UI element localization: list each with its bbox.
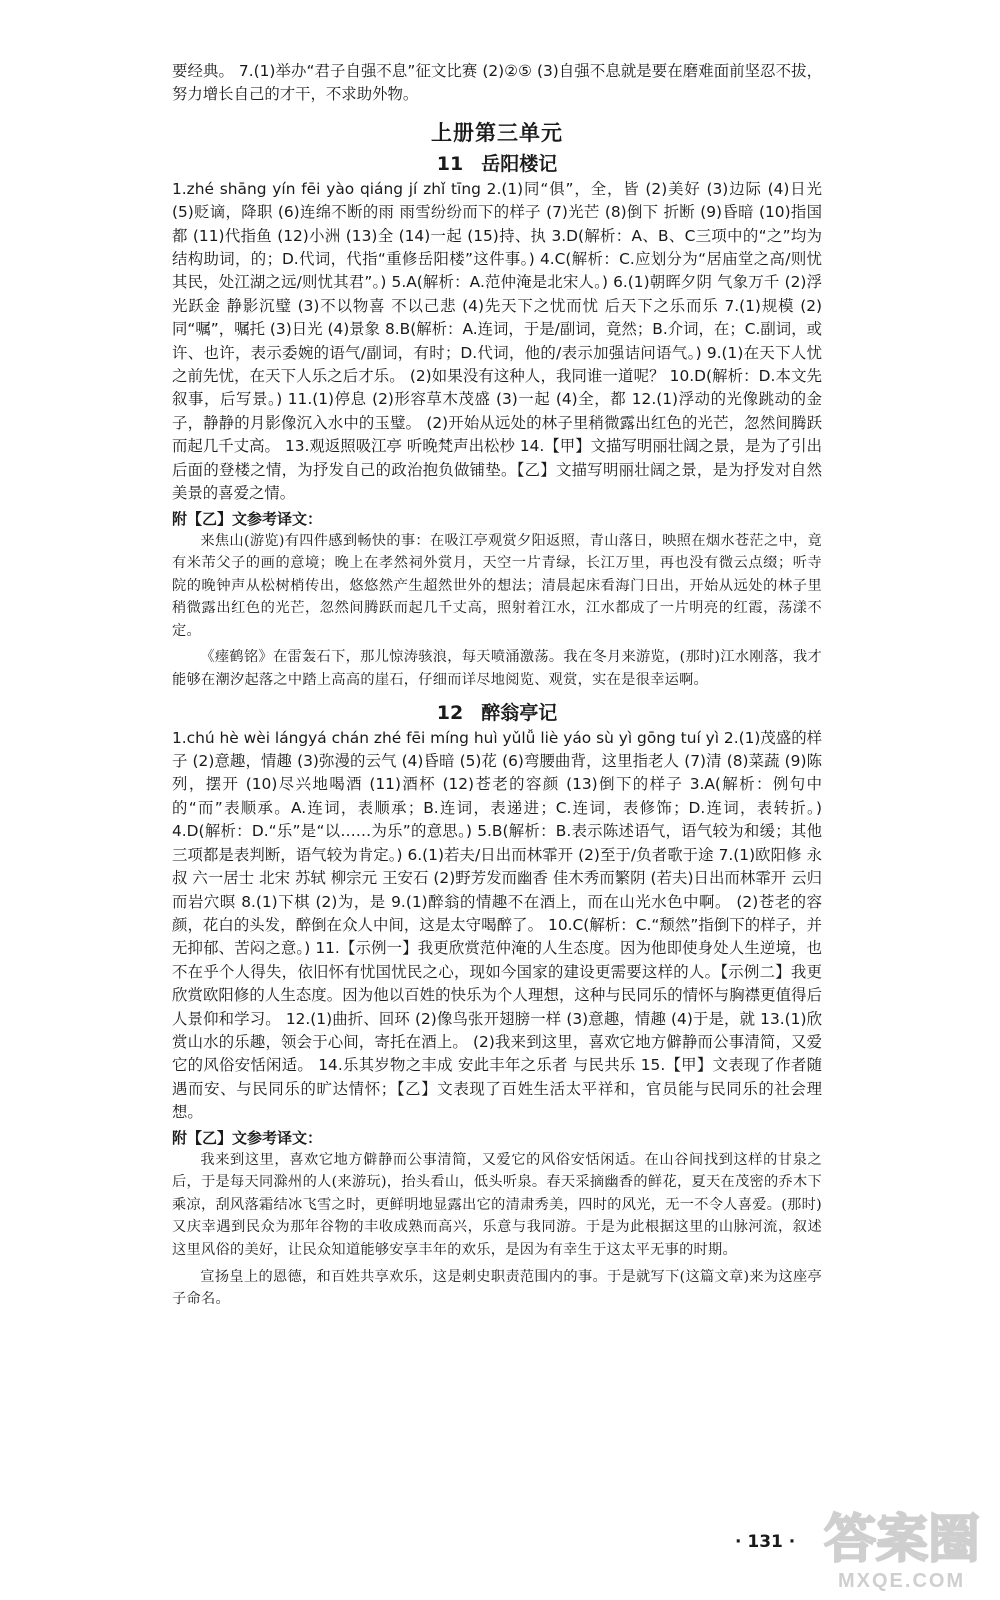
continued-answer-text: 要经典。 7.(1)举办“君子自强不息”征文比赛 (2)②⑤ (3)自强不息就是要在磨难面前坚忍不拔，努力增长自己的才干，不求助外物。 <box>172 62 822 104</box>
lesson-12-number: 12 <box>436 701 464 724</box>
watermark-url: MXQE.COM <box>838 1570 966 1592</box>
site-logo-watermark <box>820 1505 990 1595</box>
lesson-12-translation-paragraph-2: 宣扬皇上的恩德，和百姓共享欢乐，这是刺史职责范围内的事。于是就写下(这篇文章)来为这座亭子命名。 <box>172 1268 822 1308</box>
lesson-12-translation-paragraph-1: 我来到这里，喜欢它地方僻静而公事清简，又爱它的风俗安恬闲适。在山谷间找到这样的甘泉之后，于是每天同滁州的人(来游玩)，抬头看山，低头听泉。春天采摘幽香的鲜花，夏天在茂密的乔木下乘凉，刮风落霜结冰飞雪之时，更鲜明地显露出它的清肃秀美，四时的风光，无一不令人喜爱。(那时)又庆幸遇到民众为那年谷物的丰收成熟而高兴，乐意与我同游。于是为此根据这里的山脉河流，叙述这里风俗的美好，让民众知道能够安享丰年的欢乐，是因为有幸生于这太平无事的时期。 <box>172 1151 822 1258</box>
unit-title: 上册第三单元 <box>431 120 563 145</box>
lesson-12-translation-heading: 附【乙】文参考译文： <box>172 1128 323 1147</box>
lesson-11-title <box>172 149 822 176</box>
lesson-11-answers: 1.zhé shāng yín fēi yào qiáng jí zhǐ tīng 2.(1)同“俱”，全，皆 (2)美好 (3)边际 (4)日光 (5)贬谪，降职 (6)连绵不断的雨 雨雪纷纷而下的样子 (7)光芒 (8)倒下 折断 (9)昏暗 (10)指国都 (11)代指鱼 (12)小洲 (13)全 (14)一起 (15)持、执 3.D(解析：A、B、C三项中的“之”均为结构助词，的；D.代词，代指“重修岳阳楼”这件事。) 4.C(解析：C.应划分为“居庙堂之高/则忧其民，处江湖之远/则忧其君”。) 5.A(解析：A.范仲淹是北宋人。) 6.(1)朝晖夕阴 气象万千 (2)浮光跃金 静影沉璧 (3)不以物喜 不以己悲 (4)先天下之忧而忧 后天下之乐而乐 7.(1)规模 (2)同“嘱”，嘱托 (3)日光 (4)景象 8.B(解析：A.连词，于是/副词，竟然；B.介词，在；C.副词，或许、也许，表示委婉的语气/副词，有时；D.代词，他的/表示加强诘问语气。) 9.(1)在天下人忧之前先忧，在天下人乐之后才乐。 (2)如果没有这种人，我同谁一道呢？ 10.D(解析：D.本文先叙事，后写景。) 11.(1)停息 (2)形容草木茂盛 (3)一起 (4)全，都 12.(1)浮动的光像跳动的金子，静静的月影像沉入水中的玉璧。 (2)开始从远处的林子里稍微露出红色的光芒，忽然间腾跃而起几千丈高。 13.观返照吸江亭 听晚梵声出松杪 14.【甲】文描写明丽壮阔之景，是为了引出后面的登楼之情，为抒发自己的政治抱负做铺垫。【乙】文描写明丽壮阔之景，是为抒发对自然美景的喜爱之情。 <box>172 179 822 503</box>
lesson-11-translation-heading: 附【乙】文参考译文： <box>172 509 323 528</box>
lesson-12-answers: 1.chú hè wèi lángyá chán zhé fēi míng huì yǔlǚ liè yáo sù yì gōng tuí yì 2.(1)茂盛的样子 (2)意趣，情趣 (3)弥漫的云气 (4)昏暗 (5)花 (6)弯腰曲背，这里指老人 (7)清 (8)菜蔬 (9)陈列，摆开 (10)尽兴地喝酒 (11)酒杯 (12)苍老的容颜 (13)倒下的样子 3.A(解析：例句中的“而”表顺承。A.连词，表顺承；B.连词，表递进；C.连词，表修饰；D.连词，表转折。) 4.D(解析：D.“乐”是“以……为乐”的意思。) 5.B(解析：B.表示陈述语气，语气较为和缓；其他三项都是表判断，语气较为肯定。) 6.(1)若夫/日出而林霏开 (2)至于/负者歌于途 7.(1)欧阳修 永叔 六一居士 北宋 苏轼 柳宗元 王安石 (2)野芳发而幽香 佳木秀而繁阴 (若夫)日出而林霏开 云归而岩穴暝 8.(1)下棋 (2)为，是 9.(1)醉翁的情趣不在酒上，而在山光水色中啊。 (2)苍老的容颜，花白的头发，醉倒在众人中间，这是太守喝醉了。 10.C(解析：C.“颓然”指倒下的样子，并无抑郁、苦闷之意。) 11.【示例一】我更欣赏范仲淹的人生态度。因为他即使身处人生逆境，也不在乎个人得失，依旧怀有忧国忧民之心，现如今国家的建设更需要这样的人。【示例二】我更欣赏欧阳修的人生态度。因为他以百姓的快乐为个人理想，这种与民同乐的情怀与胸襟更值得后人景仰和学习。 12.(1)曲折、回环 (2)像鸟张开翅膀一样 (3)意趣，情趣 (4)于是，就 13.(1)欣赏山水的乐趣，领会于心间，寄托在酒上。 (2)我来到这里，喜欢它地方僻静而公事清简，又爱它的风俗安恬闲适。 14.乐其岁物之丰成 安此丰年之乐者 与民共乐 15.【甲】文表现了作者随遇而安、与民同乐的旷达情怀；【乙】文表现了百姓生活太平祥和，官员能与民同乐的社会理想。 <box>172 728 822 1122</box>
lesson-12-title <box>172 698 822 725</box>
watermark-logo-text: 答案圈 <box>824 1511 981 1569</box>
lesson-11-name: 岳阳楼记 <box>481 152 558 175</box>
lesson-11-translation-paragraph-2: 《瘗鹤铭》在雷轰石下，那儿惊涛骇浪，每天喷涌激荡。我在冬月来游览，(那时)江水刚落，我才能够在潮汐起落之中踏上高高的崖石，仔细而详尽地阅览、观赏，实在是很幸运啊。 <box>172 649 822 689</box>
lesson-12-name: 醉翁亭记 <box>481 701 558 724</box>
lesson-11-number: 11 <box>436 152 464 175</box>
page-content <box>172 60 822 1311</box>
page-number: · 131 · <box>735 1532 796 1552</box>
lesson-11-translation-paragraph-1: 来焦山(游览)有四件感到畅快的事：在吸江亭观赏夕阳返照，青山落日，映照在烟水苍茫之中，竟有米芾父子的画的意境；晚上在孝然祠外赏月，天空一片青绿，长江万里，再也没有微云点缀；听寺院的晚钟声从松树梢传出，悠悠然产生超然世外的想法；清晨起床看海门日出，开始从远处的林子里稍微露出红色的光芒，忽然间腾跃而起几千丈高，照射着江水，江水都成了一片明亮的红霞，荡漾不定。 <box>172 532 822 639</box>
